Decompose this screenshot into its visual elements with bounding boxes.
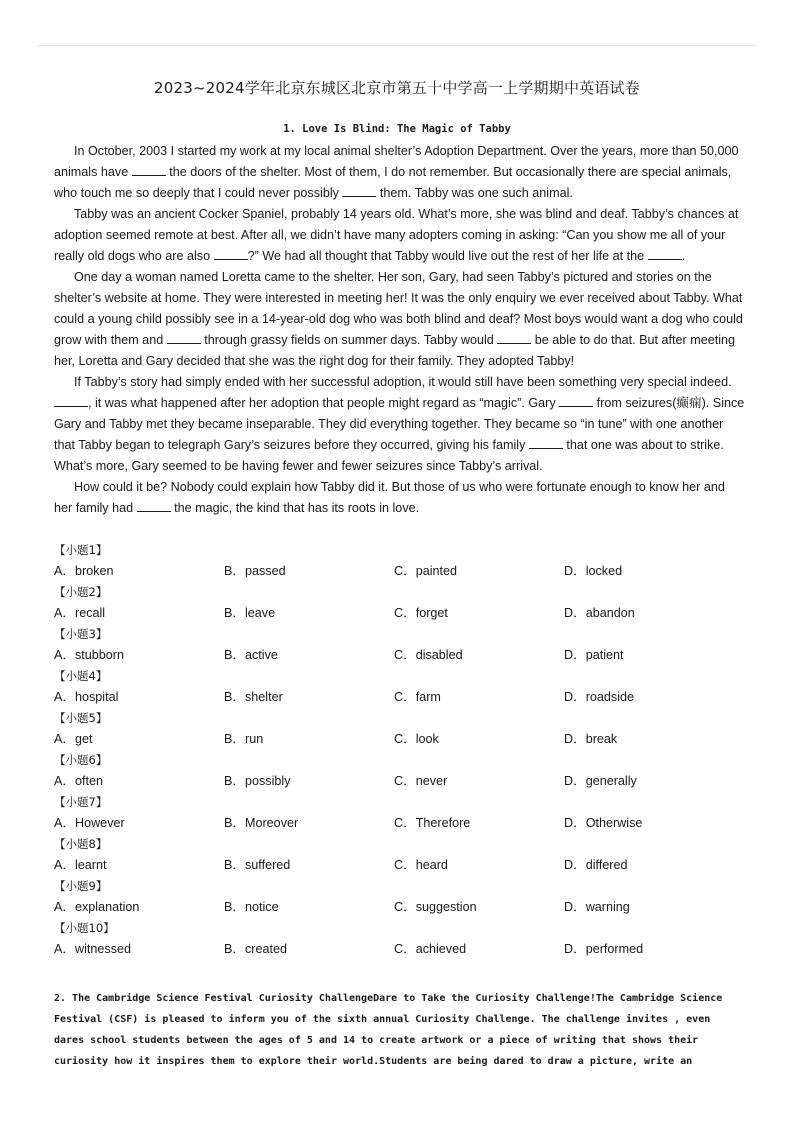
passage-text: How could it be? Nobody could explain how Tabby did it. But those of us who were fortunate enough to know her and her family had <box>54 480 725 515</box>
passage-text: ?” We had all thought that Tabby would live out the rest of her life at the <box>247 249 648 263</box>
option-d: D．Otherwise <box>564 816 643 830</box>
option-a: A．learnt <box>54 858 107 872</box>
option-a: A．witnessed <box>54 942 131 956</box>
top-divider <box>38 45 756 46</box>
option-row <box>54 603 746 624</box>
option-a: A．get <box>54 732 93 746</box>
passage-text: the doors of the shelter. Most of them, I do not remember. But occasionally there are special animals, who touch me so deeply that I could never possibly <box>54 165 732 200</box>
passage-text: . <box>681 249 686 263</box>
question-label: 【小题10】 <box>54 921 115 935</box>
option-d: D．generally <box>564 774 637 788</box>
option-row <box>54 855 746 876</box>
passage-text: from seizures(癫痫). Since Gary and Tabby met they became inseparable. They did everything together. They became so “in tune” with one another that Tabby began to telegraph Gary’s seizures before they occurred, giving his family <box>54 396 745 452</box>
answer-blank <box>132 165 166 176</box>
answer-blank <box>137 501 171 512</box>
passage-text: , it was what happened after her adoption that people might regard as “magic”. Gary <box>88 396 560 410</box>
answer-blank <box>648 249 682 260</box>
question-label: 【小题1】 <box>54 543 108 557</box>
option-b: B．Moreover <box>224 816 299 830</box>
option-d: D．break <box>564 732 618 746</box>
option-row <box>54 813 746 834</box>
question-label: 【小题5】 <box>54 711 108 725</box>
question-list <box>54 540 746 960</box>
option-c: C．forget <box>394 606 448 620</box>
option-d: D．patient <box>564 648 624 662</box>
option-b: B．active <box>224 648 278 662</box>
document-title: 2023~2024学年北京东城区北京市第五十中学高一上学期期中英语试卷 <box>154 79 640 97</box>
option-d: D．abandon <box>564 606 635 620</box>
question-label: 【小题7】 <box>54 795 108 809</box>
passage-text: One day a woman named Loretta came to the shelter. Her son, Gary, had seen Tabby’s pictured and stories on the shelter’s website at home. They were interested in meeting her! It was the only enquiry we ever received about Tabby. What could a young child possibly see in a 14-year-old dog who was both blind and deaf? Most boys would want a dog who could grow with them and <box>54 270 743 347</box>
option-c: C．Therefore <box>394 816 471 830</box>
option-d: D．performed <box>564 942 644 956</box>
answer-blank <box>54 396 88 407</box>
option-row <box>54 939 746 960</box>
option-row <box>54 687 746 708</box>
answer-blank <box>497 333 531 344</box>
option-b: B．passed <box>224 564 286 578</box>
option-a: A．However <box>54 816 125 830</box>
passage-paragraph <box>54 477 746 519</box>
option-c: C．disabled <box>394 648 463 662</box>
passage-text: If Tabby’s story had simply ended with her successful adoption, it would still have been something very special indeed. <box>74 375 732 389</box>
option-c: C．look <box>394 732 439 746</box>
passage-paragraph <box>54 204 746 267</box>
option-a: A．often <box>54 774 104 788</box>
option-c: C．never <box>394 774 448 788</box>
section1-passage <box>54 141 746 519</box>
question-label: 【小题3】 <box>54 627 108 641</box>
passage-text: be able to do that. But after meeting her, Loretta and Gary decided that she was the right dog for their family. They adopted Tabby! <box>54 333 736 368</box>
option-b: B．suffered <box>224 858 291 872</box>
option-a: A．broken <box>54 564 114 578</box>
passage-text: Tabby was an ancient Cocker Spaniel, probably 14 years old. What’s more, she was blind and deaf. Tabby’s chances at adoption seemed remote at best. After all, we didn’t have many adopters coming in asking: “Can you show me all of your really old dogs who are also <box>54 207 739 263</box>
passage-text: In October, 2003 I started my work at my local animal shelter’s Adoption Department. Over the years, more than 50,000 animals have <box>54 144 739 179</box>
option-row <box>54 771 746 792</box>
option-d: D．locked <box>564 564 623 578</box>
option-d: D．roadside <box>564 690 634 704</box>
option-b: B．created <box>224 942 287 956</box>
question-label: 【小题2】 <box>54 585 108 599</box>
answer-blank <box>529 438 563 449</box>
passage-text: them. Tabby was one such animal. <box>376 186 573 200</box>
passage-text: the magic, the kind that has its roots in love. <box>170 501 420 515</box>
passage-text: through grassy fields on summer days. Tabby would <box>200 333 498 347</box>
option-c: C．suggestion <box>394 900 477 914</box>
option-b: B．run <box>224 732 264 746</box>
option-a: A．explanation <box>54 900 140 914</box>
option-row <box>54 729 746 750</box>
option-a: A．hospital <box>54 690 119 704</box>
option-row <box>54 897 746 918</box>
option-a: A．recall <box>54 606 106 620</box>
option-d: D．warning <box>564 900 630 914</box>
option-c: C．painted <box>394 564 458 578</box>
option-c: C．heard <box>394 858 448 872</box>
question-label: 【小题4】 <box>54 669 108 683</box>
question-label: 【小题8】 <box>54 837 108 851</box>
option-row <box>54 561 746 582</box>
passage-text: that one was about to strike. What’s more, Gary seemed to be having fewer and fewer seizures since Tabby’s arrival. <box>54 438 724 473</box>
option-c: C．achieved <box>394 942 467 956</box>
option-c: C．farm <box>394 690 441 704</box>
answer-blank <box>342 186 376 197</box>
answer-blank <box>167 333 201 344</box>
passage-paragraph <box>54 267 746 372</box>
answer-blank <box>214 249 248 260</box>
option-b: B．leave <box>224 606 276 620</box>
section1-title: 1. Love Is Blind: The Magic of Tabby <box>283 123 511 135</box>
option-b: B．shelter <box>224 690 283 704</box>
section2-passage: 2. The Cambridge Science Festival Curiosity ChallengeDare to Take the Curiosity Challenge!The Cambridge Science Festival (CSF) is pleased to inform you of the sixth annual Curiosity Challenge. The challenge invites , even dares school students between the ages of 5 and 14 to create artwork or a piece of writing that shows their curiosity how it inspires them to explore their world.Students are being dared to draw a picture, write an <box>54 993 723 1067</box>
option-b: B．notice <box>224 900 279 914</box>
option-row <box>54 645 746 666</box>
passage-paragraph <box>54 372 746 477</box>
option-b: B．possibly <box>224 774 291 788</box>
option-d: D．differed <box>564 858 628 872</box>
answer-blank <box>559 396 593 407</box>
option-a: A．stubborn <box>54 648 125 662</box>
question-label: 【小题6】 <box>54 753 108 767</box>
passage-paragraph <box>54 141 746 204</box>
question-label: 【小题9】 <box>54 879 108 893</box>
